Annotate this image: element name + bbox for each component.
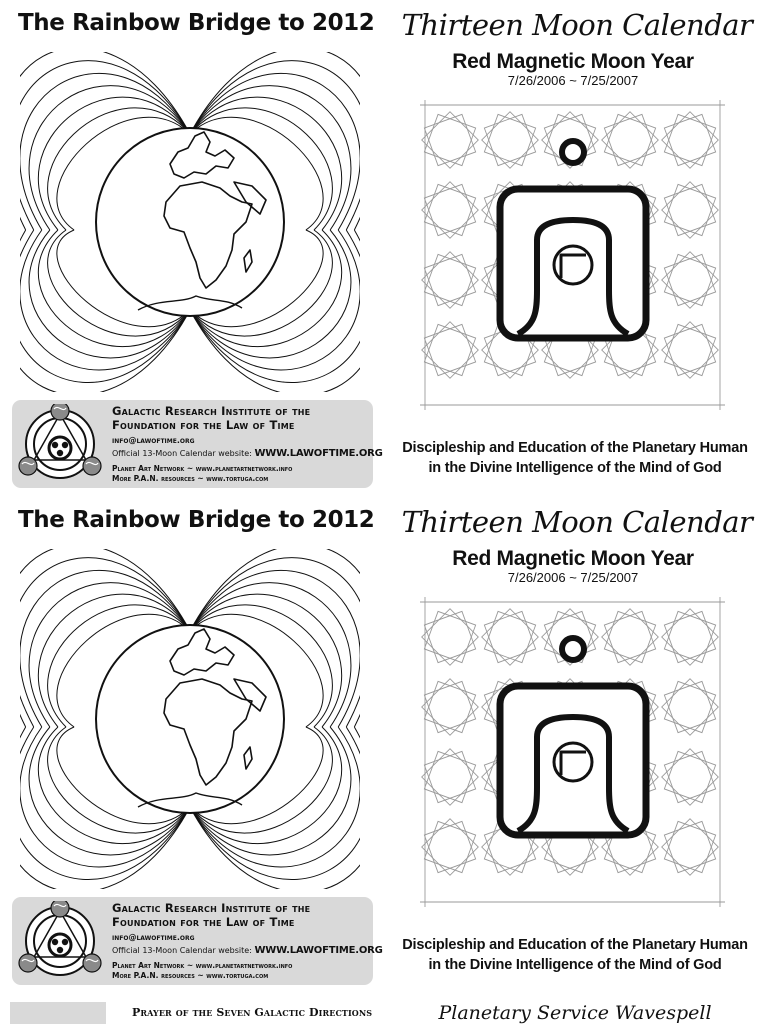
- contact-email[interactable]: info@lawoftime.org: [112, 436, 195, 445]
- pan-link-1[interactable]: Planet Art Network ~ www.planetartnetwork.info: [112, 464, 293, 473]
- year-dates: 7/26/2006 ~ 7/25/2007: [507, 73, 639, 88]
- website-line: [112, 448, 383, 459]
- tagline-line1: Discipleship and Education of the Planetary Human: [402, 937, 748, 953]
- pan-links: [112, 464, 292, 483]
- org-name-line1: Galactic Research Institute of the: [112, 901, 311, 915]
- right-title: Thirteen Moon Calendar: [401, 8, 753, 42]
- tagline-line2: in the Divine Intelligence of the Mind of God: [428, 460, 722, 476]
- contact-email[interactable]: info@lawoftime.org: [112, 933, 195, 942]
- law-of-time-logo-icon: [18, 404, 102, 484]
- moon-glyph-icon: [420, 597, 725, 907]
- info-box: [12, 400, 383, 488]
- earth-field-illustration: [20, 52, 360, 392]
- pan-links: [112, 961, 292, 980]
- pan-link-2[interactable]: More P.A.N. resources ~ www.tortuga.com: [112, 970, 269, 980]
- website-link[interactable]: WWW.LAWOFTIME.ORG: [254, 945, 383, 956]
- right-title: Thirteen Moon Calendar: [401, 505, 753, 539]
- flyer-panel-top: [0, 0, 768, 496]
- website-label: Official 13-Moon Calendar website:: [112, 449, 255, 458]
- website-line: [112, 945, 383, 956]
- org-name-line2: Foundation for the Law of Time: [112, 418, 295, 432]
- footer-grey-box: [10, 1002, 106, 1024]
- tagline: [392, 438, 758, 478]
- pan-link-1[interactable]: Planet Art Network ~ www.planetartnetwork.info: [112, 961, 293, 970]
- page-footer: [0, 996, 768, 1024]
- left-title: The Rainbow Bridge to 2012: [18, 507, 375, 533]
- law-of-time-logo-icon: [18, 901, 102, 981]
- moon-year-subtitle: Red Magnetic Moon Year: [452, 50, 694, 73]
- flyer-panel-bottom: [0, 497, 768, 993]
- website-label: Official 13-Moon Calendar website:: [112, 946, 255, 955]
- website-link[interactable]: WWW.LAWOFTIME.ORG: [254, 448, 383, 459]
- org-name-line2: Foundation for the Law of Time: [112, 915, 295, 929]
- tagline: [392, 935, 758, 975]
- moon-year-subtitle: Red Magnetic Moon Year: [452, 547, 694, 570]
- moon-glyph-icon: [420, 100, 725, 410]
- year-dates: 7/26/2006 ~ 7/25/2007: [507, 570, 639, 585]
- tagline-line2: in the Divine Intelligence of the Mind of God: [428, 957, 722, 973]
- prayer-heading: Prayer of the Seven Galactic Directions: [132, 1006, 373, 1019]
- info-box: [12, 897, 383, 985]
- org-name-line1: Galactic Research Institute of the: [112, 404, 311, 418]
- earth-field-illustration: [20, 549, 360, 889]
- tagline-line1: Discipleship and Education of the Planetary Human: [402, 440, 748, 456]
- wavespell-heading: Planetary Service Wavespell: [438, 1002, 712, 1024]
- pan-link-2[interactable]: More P.A.N. resources ~ www.tortuga.com: [112, 473, 269, 483]
- left-title: The Rainbow Bridge to 2012: [18, 10, 375, 36]
